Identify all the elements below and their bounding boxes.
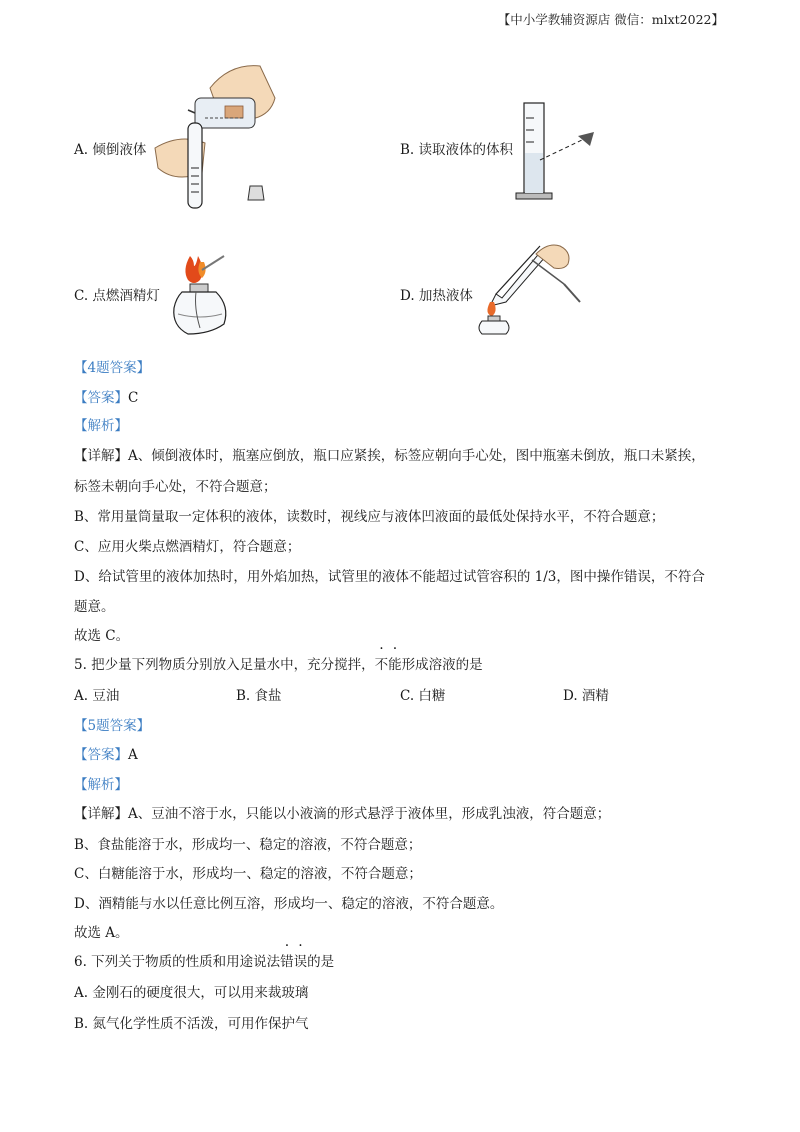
q5-analysis-tag: 【解析】 (74, 777, 128, 793)
q5-stem-emph-2: 能 (388, 657, 402, 673)
q4-detail-4a: D、给试管里的液体加热时，用外焰加热，试管里的液体不能超过试管容积的 1/3，图中操作错误，不符合 (74, 569, 705, 585)
q5-detail-3: C、白糖能溶于水，形成均一、稳定的溶液，不符合题意； (74, 866, 422, 882)
q5-answer-value: A (128, 747, 138, 763)
q5-stem-pre: 5. 把少量下列物质分别放入足量水中，充分搅拌， (74, 657, 375, 673)
q4-answer-value: C (128, 390, 139, 406)
q6-stem-post: 的是 (307, 954, 335, 970)
q6-stem-emph-2: 误 (293, 954, 308, 970)
q5-option-b: B. 食盐 (236, 688, 282, 704)
q5-option-a: A. 豆油 (74, 688, 120, 704)
q6-option-b: B. 氮气化学性质不活泼，可用作保护气 (74, 1016, 309, 1032)
q4-option-d: D. 加热液体 (400, 288, 473, 304)
q5-option-d: D. 酒精 (563, 688, 609, 704)
q5-stem (74, 653, 483, 673)
q4-answer (74, 386, 138, 406)
q4-option-b: B. 读取液体的体积 (400, 142, 514, 158)
figure-pouring-liquid (150, 58, 280, 213)
q5-detail-1: 【详解】A、豆油不溶于水，只能以小液滴的形式悬浮于液体里，形成乳浊液，符合题意； (74, 806, 611, 822)
q4-detail-2: B、常用量筒量取一定体积的液体，读数时，视线应与液体凹液面的最低处保持水平，不符合题意； (74, 509, 665, 525)
q4-option-c: C. 点燃酒精灯 (74, 288, 160, 304)
q5-stem-emph-1: 不 (374, 657, 389, 673)
q5-option-c: C. 白糖 (400, 688, 446, 704)
page-header: 【中小学教辅资源店 微信：mlxt2022】 (497, 12, 724, 27)
q4-detail-3: C、应用火柴点燃酒精灯，符合题意； (74, 539, 301, 555)
q4-conclusion: 故选 C。 (74, 628, 130, 644)
q6-stem-pre: 6. 下列关于物质的性质和用途说法 (74, 954, 281, 970)
figure-heating-test-tube (476, 236, 586, 336)
q4-answer-prefix: 【答案】 (74, 390, 128, 406)
q5-answer-tag: 【5题答案】 (74, 718, 151, 734)
q5-answer (74, 743, 138, 763)
q5-detail-4: D、酒精能与水以任意比例互溶，形成均一、稳定的溶液，不符合题意。 (74, 896, 504, 912)
q4-detail-1a: 【详解】A、倾倒液体时，瓶塞应倒放，瓶口应紧挨，标签应朝向手心处，图中瓶塞未倒放，瓶口未紧挨， (74, 448, 705, 464)
q4-detail-4b: 题意。 (74, 599, 115, 615)
q6-stem-emph-1: 错 (280, 954, 294, 970)
q5-conclusion: 故选 A。 (74, 925, 129, 941)
q4-answer-tag: 【4题答案】 (74, 360, 151, 376)
q5-answer-prefix: 【答案】 (74, 747, 128, 763)
q6-stem (74, 950, 334, 970)
q4-detail-1b: 标签未朝向手心处，不符合题意； (74, 479, 277, 495)
q4-option-a: A. 倾倒液体 (74, 142, 147, 158)
q4-analysis-tag: 【解析】 (74, 418, 128, 434)
q6-option-a: A. 金刚石的硬度很大，可以用来裁玻璃 (74, 985, 309, 1001)
figure-graduated-cylinder (510, 98, 600, 203)
q5-stem-post: 形成溶液的是 (401, 657, 483, 673)
q5-detail-2: B、食盐能溶于水，形成均一、稳定的溶液，不符合题意； (74, 837, 422, 853)
figure-alcohol-lamp (160, 248, 240, 336)
